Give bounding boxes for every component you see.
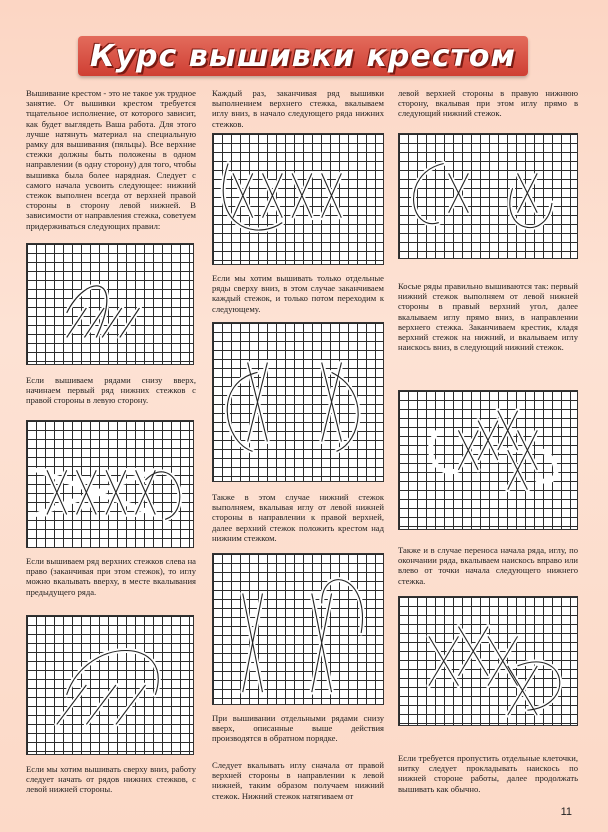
cross-stitch-diagram-icon (213, 323, 383, 481)
title-band (78, 36, 528, 76)
paragraph-c2e: Следует вкалывать иглу сначала от правой верхней стороны в направлении к левой нижней, таким образом получаем нижний стежок. Нижний стежок натягиваем от (212, 760, 384, 801)
page-title: Курс вышивки крестом (89, 38, 517, 74)
paragraph-c2a: Каждый раз, заканчивая ряд вышивки выполнением верхнего стежка, вкалываем иглу вниз, в начало следующего ряда нижних стежков. (212, 88, 384, 129)
cross-stitch-diagram-icon (399, 597, 577, 725)
intro-text: Вышивание крестом - это не такое уж трудное занятие. От вышивки крестом требуется тщательное исполнение, от которого зависит, как будет выглядеть Ваша работа. Для этого лучше натянуть материал на специальную рамку для вышивания (пяльцы). Все верхние стежки должны быть положены в одном направлении (в одну сторону) для того, чтобы вышивка была более нарядная. Следует с самого начала усвоить следующее: нижний стежок выполнен всегда от верхней правой стороны в сторону левой нижней. В зависимости от направления стежка, советуем придерживаться следующих правил: (26, 88, 196, 231)
paragraph-c1b: Если вышиваем ряд верхних стежков слева на право (заканчивая при этом стежок), то иглу можно вкалывать вверху, в месте вкалывания предыдущего ряда. (26, 556, 196, 597)
cross-stitch-diagram-2 (26, 420, 194, 548)
paragraph-c3b: Косые ряды правильно вышиваются так: первый нижний стежок выполняем от левой нижней стороны в правый верхний угол, далее вкалываем иглу прямо вниз, в направлении верхнего стежка. Заканчиваем крестик, кладя верхний стежок на нижний, и вкалываем иглу наискось вниз, в следующий нижний стежок. (398, 281, 578, 353)
paragraph-c3c: Также и в случае переноса начала ряда, иглу, по окончании ряда, вкалываем наискось вправо или влево от точки начала следующего нижнего стежка. (398, 545, 578, 586)
paragraph-c2c: Также в этом случае нижний стежок выполняем, вкалывая иглу от левой нижней стороны в направлении к правой верхней, далее верхний стежок положить крестом над нижним стежком. (212, 492, 384, 543)
cross-stitch-diagram-7 (398, 133, 578, 259)
cross-stitch-diagram-1 (26, 243, 194, 365)
cross-stitch-diagram-icon (27, 244, 193, 364)
cross-stitch-diagram-icon (213, 134, 383, 264)
cross-stitch-diagram-icon (27, 421, 193, 547)
cross-stitch-diagram-9 (398, 596, 578, 726)
cross-stitch-diagram-icon (213, 554, 383, 704)
cross-stitch-diagram-icon (27, 616, 193, 754)
cross-stitch-diagram-3 (26, 615, 194, 755)
cross-stitch-diagram-icon (399, 391, 577, 529)
cross-stitch-diagram-6 (212, 553, 384, 705)
cross-stitch-diagram-8 (398, 390, 578, 530)
page-number: 11 (560, 806, 572, 818)
paragraph-c1a: Если вышиваем рядами снизу вверх, начинаем первый ряд нижних стежков с правой стороны в левую сторону. (26, 375, 196, 406)
cross-stitch-diagram-5 (212, 322, 384, 482)
cross-stitch-diagram-icon (399, 134, 577, 258)
cross-stitch-diagram-4 (212, 133, 384, 265)
paragraph-c1c: Если мы хотим вышивать сверху вниз, работу следует начать от рядов нижних стежков, с левой нижней стороны. (26, 764, 196, 795)
paragraph-c3d: Если требуется пропустить отдельные клеточки, нитку следует прокладывать наискось по нижней стороне работы, далее продолжать вышивать как обычно. (398, 753, 578, 794)
paragraph-c2d: При вышивании отдельными рядами снизу вверх, описанные выше действия производятся в обратном порядке. (212, 713, 384, 744)
paragraph-c2b: Если мы хотим вышивать только отдельные ряды сверху вниз, в этом случае заканчиваем каждый стежок, и только потом переходим к следующему. (212, 273, 384, 314)
paragraph-c3a: левой верхней стороны в правую нижнюю сторону, вкалывая при этом иглу прямо в следующий нижний стежок. (398, 88, 578, 119)
